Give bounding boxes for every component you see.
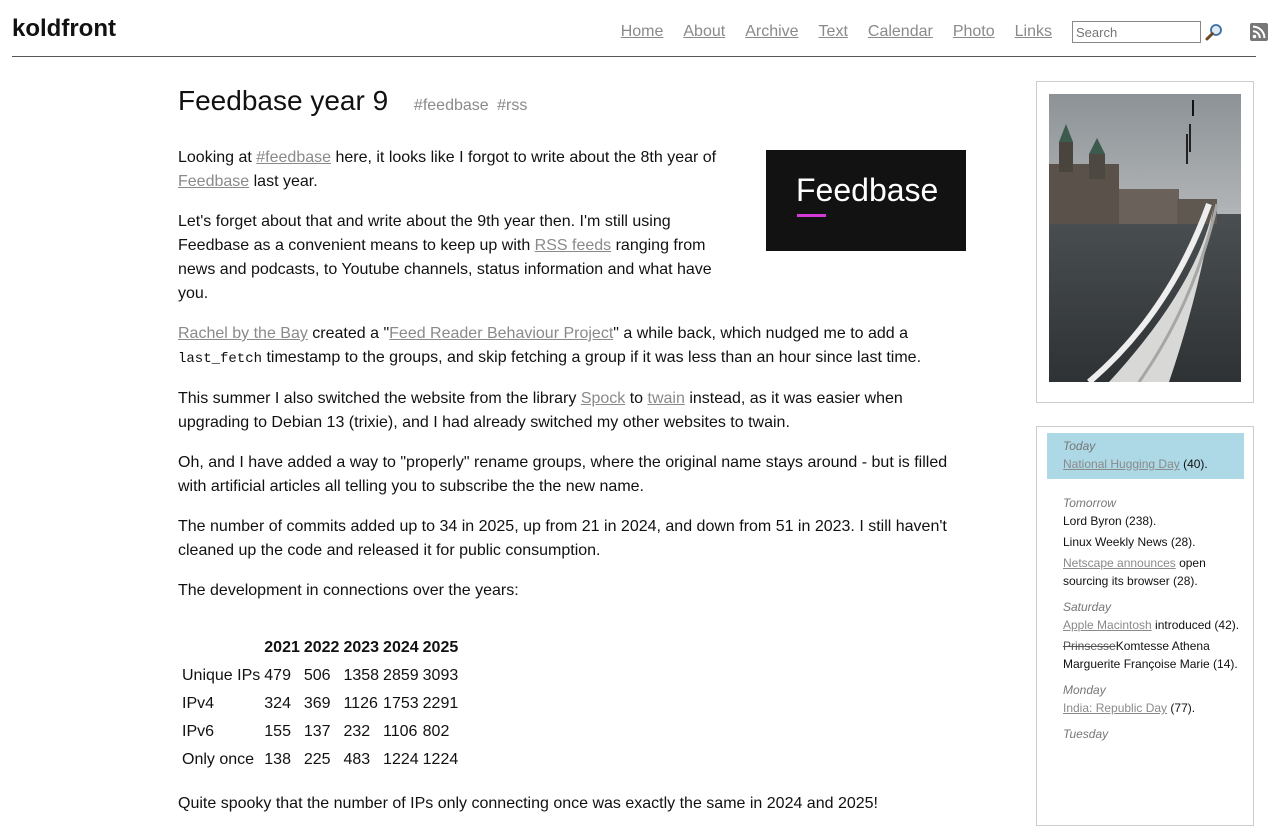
calendar-item-text: introduced (42). — [1151, 618, 1240, 632]
article-title-text: Feedbase year 9 — [178, 85, 389, 116]
calendar-day-label: Today — [1063, 439, 1096, 453]
calendar-day-label: Monday — [1063, 683, 1106, 697]
table-header-row — [181, 635, 459, 661]
table-row — [181, 663, 459, 689]
table-cell: 483 — [343, 751, 371, 768]
table-cell: 369 — [303, 695, 331, 712]
article — [178, 82, 968, 832]
calendar-item — [1063, 699, 1243, 717]
connections-table — [179, 633, 461, 775]
table-header — [181, 635, 261, 661]
link-feedbase-tag[interactable]: #feedbase — [256, 149, 332, 166]
paragraph-7: The development in connections over the years: — [178, 582, 519, 599]
p2-text-a: Let's forget about that and write about the 9th year then. I'm still using Feedbase as a convenient means to keep up with — [178, 213, 671, 254]
struck-text: Prinsesse — [1063, 639, 1116, 653]
table-cell: 138 — [264, 751, 291, 768]
p4-text-b: to — [625, 390, 648, 407]
feedbase-logo-text: Feedbase — [796, 172, 939, 208]
link-spock[interactable]: Spock — [580, 390, 626, 407]
rss-icon[interactable] — [1250, 23, 1268, 41]
table-cell: 155 — [264, 723, 291, 740]
calendar-day-label: Tomorrow — [1063, 496, 1116, 510]
p3-text-c: timestamp to the groups, and skip fetching a group if it was less than an hour since last time. — [262, 349, 922, 366]
table-cell: Unique IPs — [182, 667, 261, 684]
table-cell: IPv4 — [182, 695, 215, 712]
feedbase-logo-accent — [797, 214, 826, 217]
table-cell: 225 — [303, 751, 331, 768]
p4-text-c: instead, as it was easier when upgrading to Debian 13 (trixie), and I had already switched my other websites to twain. — [178, 390, 903, 431]
calendar-tuesday — [1037, 725, 1253, 743]
p1-text-b: here, it looks like I forgot to write about the 8th year of — [331, 149, 717, 166]
article-tags — [414, 97, 531, 114]
nav-about[interactable]: About — [683, 23, 726, 40]
calendar-item: Lord Byron (238). — [1063, 514, 1157, 528]
table-cell: 2859 — [383, 667, 419, 684]
p2-text-b: ranging from news and podcasts, to Youtube channels, status information and what have you. — [178, 237, 712, 302]
sidebar-calendar — [1036, 426, 1254, 826]
nav-home[interactable]: Home — [620, 23, 664, 40]
paragraph-1 — [178, 146, 968, 208]
p1-text-a: Looking at — [178, 149, 257, 166]
link-rss-feeds[interactable]: RSS feeds — [534, 237, 612, 254]
table-cell: 1126 — [343, 695, 378, 712]
table-cell: 1224 — [383, 751, 419, 768]
table-cell: 479 — [264, 667, 291, 684]
table-cell: 2291 — [422, 695, 459, 712]
table-cell: IPv6 — [182, 723, 215, 740]
calendar-day-label: Tuesday — [1063, 727, 1109, 741]
link-twain[interactable]: twain — [647, 390, 685, 407]
paragraph-5: Oh, and I have added a way to "properly" rename groups, where the original name stays around - but is filled with artificial articles all telling you to subscribe the the new name. — [178, 454, 948, 495]
tag-feedbase[interactable]: #feedbase — [413, 97, 489, 114]
table-row — [181, 719, 459, 745]
table-row — [181, 747, 459, 773]
article-title — [178, 82, 968, 125]
header-divider — [12, 56, 1256, 57]
table-header: 2023 — [343, 639, 380, 656]
table-cell: 1358 — [343, 667, 380, 684]
calendar-item-text: (40). — [1179, 457, 1208, 471]
search-input[interactable] — [1072, 21, 1201, 43]
calendar-item — [1063, 637, 1243, 673]
nav-text[interactable]: Text — [818, 23, 848, 40]
table-cell: 324 — [264, 695, 291, 712]
p3-text-b: " a while back, which nudged me to add a — [613, 325, 909, 342]
paragraph-6: The number of commits added up to 34 in 2025, up from 21 in 2024, and down from 51 in 2023. I still haven't cleaned up the code and released it for public consumption. — [178, 518, 947, 559]
nav-archive[interactable]: Archive — [745, 23, 799, 40]
table-header: 2025 — [422, 639, 459, 656]
calendar-item — [1063, 455, 1236, 473]
calendar-today — [1047, 433, 1244, 479]
feedbase-logo-image — [766, 150, 966, 251]
main-nav — [601, 21, 1268, 43]
paragraph-8: Quite spooky that the number of IPs only connecting once was exactly the same in 2024 and 2025! — [178, 795, 878, 812]
calendar-item: Linux Weekly News (28). — [1063, 535, 1196, 549]
table-header: 2022 — [303, 639, 340, 656]
calendar-item-text: open sourcing its browser (28). — [1063, 556, 1206, 588]
bridge-photo[interactable] — [1049, 94, 1241, 382]
p3-text-a: created a " — [307, 325, 390, 342]
link-rachel-by-the-bay[interactable]: Rachel by the Bay — [178, 325, 308, 342]
paragraph-4 — [178, 387, 968, 435]
link-national-hugging-day[interactable]: National Hugging Day — [1063, 457, 1180, 471]
paragraph-3 — [178, 322, 968, 371]
code-last-fetch: last_fetch — [178, 351, 263, 367]
table-cell: 506 — [303, 667, 331, 684]
link-feedbase[interactable]: Feedbase — [178, 173, 250, 190]
table-cell: Only once — [182, 751, 255, 768]
calendar-item-text: Komtesse Athena Marguerite Françoise Marie (14). — [1063, 639, 1238, 671]
calendar-item — [1063, 554, 1243, 590]
table-cell: 1224 — [422, 751, 459, 768]
table-header: 2024 — [383, 639, 419, 656]
calendar-saturday — [1037, 598, 1253, 673]
calendar-monday — [1037, 681, 1253, 717]
magnifier-icon[interactable] — [1204, 22, 1224, 42]
table-header: 2021 — [264, 639, 300, 656]
nav-photo[interactable]: Photo — [952, 23, 995, 40]
table-cell: 3093 — [422, 667, 459, 684]
table-cell: 232 — [343, 723, 371, 740]
site-title[interactable]: koldfront — [12, 15, 116, 42]
p4-text-a: This summer I also switched the website from the library — [178, 390, 581, 407]
table-cell: 1753 — [383, 695, 419, 712]
link-india-republic-day[interactable]: India: Republic Day — [1063, 701, 1168, 715]
table-cell: 802 — [422, 723, 450, 740]
calendar-tomorrow — [1037, 494, 1253, 590]
link-apple-macintosh[interactable]: Apple Macintosh — [1063, 618, 1152, 632]
link-netscape-announces[interactable]: Netscape announces — [1063, 556, 1176, 570]
nav-calendar[interactable]: Calendar — [867, 23, 933, 40]
p1-text-c: last year. — [249, 173, 318, 190]
table-row — [181, 691, 459, 717]
nav-links[interactable]: Links — [1014, 23, 1052, 40]
tag-rss[interactable]: #rss — [497, 97, 528, 114]
sidebar-photo-box — [1036, 81, 1254, 403]
calendar-day-label: Saturday — [1063, 600, 1112, 614]
calendar-item-text: (77). — [1167, 701, 1196, 715]
link-feed-reader-project[interactable]: Feed Reader Behaviour Project — [389, 325, 614, 342]
table-cell: 137 — [303, 723, 331, 740]
table-cell: 1106 — [383, 723, 418, 740]
calendar-item — [1063, 616, 1243, 634]
